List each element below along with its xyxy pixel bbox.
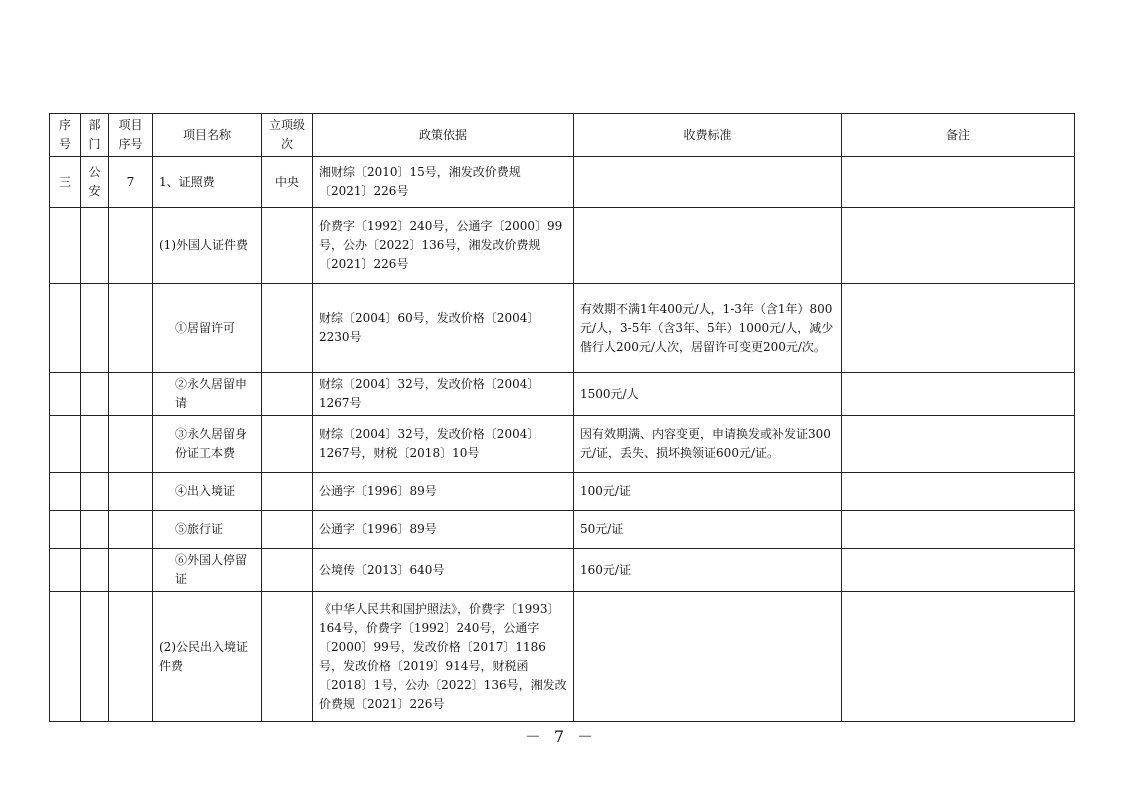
table-row [50,592,1075,722]
table-row [50,416,1075,473]
cell-basis: 公通字〔1996〕89号 [313,473,574,511]
cell-level [262,511,313,549]
cell-basis: 财综〔2004〕32号，发改价格〔2004〕1267号 [313,373,574,416]
cell-name: (1)外国人证件费 [153,208,262,284]
cell-name: ⑥外国人停留证 [153,549,262,592]
col-header-level: 立项级次 [262,114,313,157]
cell-level [262,284,313,373]
cell-standard: 100元/证 [574,473,842,511]
cell-dept: 公安 [81,157,109,208]
table-row [50,208,1075,284]
cell-dept [81,416,109,473]
cell-standard [574,208,842,284]
cell-no [50,416,81,473]
cell-note [842,373,1075,416]
col-header-name: 项目名称 [153,114,262,157]
cell-no [50,284,81,373]
cell-name: ①居留许可 [153,284,262,373]
cell-dept [81,208,109,284]
cell-note [842,284,1075,373]
cell-no: 三 [50,157,81,208]
cell-name: ⑤旅行证 [153,511,262,549]
cell-standard: 50元/证 [574,511,842,549]
cell-basis: 公通字〔1996〕89号 [313,511,574,549]
cell-item-no [109,592,153,722]
col-header-dept: 部门 [81,114,109,157]
col-header-basis: 政策依据 [313,114,574,157]
cell-level [262,208,313,284]
table-row [50,511,1075,549]
page-number: － 7 － [524,727,598,746]
cell-name: ④出入境证 [153,473,262,511]
cell-item-no [109,549,153,592]
cell-no [50,208,81,284]
cell-name: (2)公民出入境证件费 [153,592,262,722]
cell-name: ②永久居留申请 [153,373,262,416]
cell-item-no: 7 [109,157,153,208]
cell-note [842,511,1075,549]
cell-standard [574,157,842,208]
table-row [50,157,1075,208]
cell-note [842,592,1075,722]
table-row [50,549,1075,592]
cell-item-no [109,208,153,284]
cell-standard: 有效期不满1年400元/人，1-3年（含1年）800元/人，3-5年（含3年、5年）1000元/人，减少偕行人200元/人次，居留许可变更200元/次。 [574,284,842,373]
cell-basis: 财综〔2004〕32号，发改价格〔2004〕1267号，财税〔2018〕10号 [313,416,574,473]
col-header-item-no: 项目序号 [109,114,153,157]
cell-level [262,549,313,592]
cell-basis: 价费字〔1992〕240号，公通字〔2000〕99号，公办〔2022〕136号，湘发改价费规〔2021〕226号 [313,208,574,284]
cell-dept [81,549,109,592]
cell-note [842,157,1075,208]
cell-dept [81,511,109,549]
cell-standard [574,592,842,722]
table-row [50,284,1075,373]
header-row [50,114,1075,157]
cell-no [50,549,81,592]
cell-name: 1、证照费 [153,157,262,208]
cell-standard: 因有效期满、内容变更，申请换发或补发证300元/证，丢失、损坏换领证600元/证。 [574,416,842,473]
cell-item-no [109,284,153,373]
cell-level [262,416,313,473]
cell-item-no [109,416,153,473]
cell-note [842,208,1075,284]
cell-standard: 1500元/人 [574,373,842,416]
col-header-note: 备注 [842,114,1075,157]
cell-no [50,373,81,416]
cell-level: 中央 [262,157,313,208]
cell-item-no [109,511,153,549]
cell-item-no [109,473,153,511]
cell-dept [81,473,109,511]
cell-note [842,416,1075,473]
cell-basis: 湘财综〔2010〕15号，湘发改价费规〔2021〕226号 [313,157,574,208]
cell-level [262,473,313,511]
fee-table [49,113,1075,722]
cell-basis: 《中华人民共和国护照法》，价费字〔1993〕164号，价费字〔1992〕240号，公通字〔2000〕99号，发改价格〔2017〕1186号，发改价格〔2019〕914号，财税函〔2018〕1号，公办〔2022〕136号，湘发改价费规〔2021〕226号 [313,592,574,722]
table-row [50,373,1075,416]
cell-no [50,592,81,722]
cell-no [50,511,81,549]
cell-note [842,549,1075,592]
cell-dept [81,373,109,416]
cell-note [842,473,1075,511]
cell-level [262,373,313,416]
cell-name: ③永久居留身份证工本费 [153,416,262,473]
col-header-standard: 收费标准 [574,114,842,157]
cell-item-no [109,373,153,416]
cell-level [262,592,313,722]
cell-dept [81,592,109,722]
cell-dept [81,284,109,373]
cell-standard: 160元/证 [574,549,842,592]
cell-basis: 公境传〔2013〕640号 [313,549,574,592]
table-row [50,473,1075,511]
cell-no [50,473,81,511]
col-header-no: 序号 [50,114,81,157]
cell-basis: 财综〔2004〕60号，发改价格〔2004〕2230号 [313,284,574,373]
